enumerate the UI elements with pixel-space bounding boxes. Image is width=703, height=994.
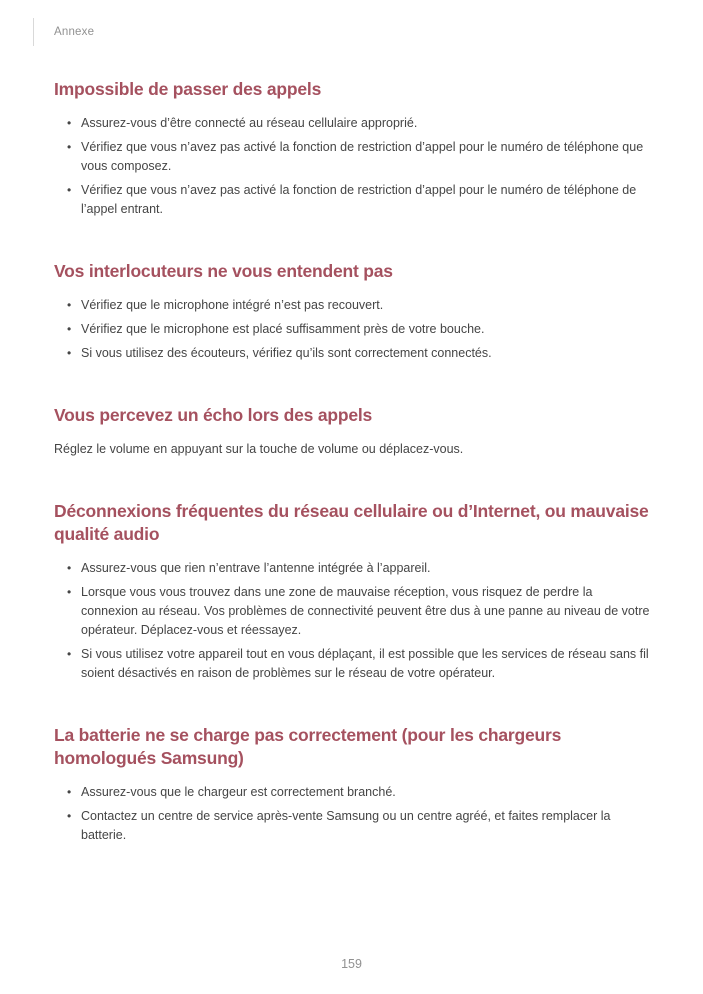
section-title: Vos interlocuteurs ne vous entendent pas (54, 261, 393, 281)
section-echo (54, 404, 652, 459)
header-edge-rule (33, 18, 34, 46)
page-number: 159 (341, 957, 362, 971)
list-item: • Vérifiez que le microphone intégré n’est pas recouvert. (54, 296, 652, 315)
section-calls-impossible (54, 78, 652, 219)
section-title: Vous percevez un écho lors des appels (54, 405, 373, 425)
bullet-list (54, 559, 652, 683)
list-item: • Vérifiez que vous n’avez pas activé la fonction de restriction d’appel pour le numéro de téléphone que vous composez. (54, 138, 652, 176)
list-item: • Vérifiez que le microphone est placé suffisamment près de votre bouche. (54, 320, 652, 339)
list-item: • Lorsque vous vous trouvez dans une zone de mauvaise réception, vous risquez de perdre la connexion au réseau. Vos problèmes de connectivité peuvent être dus à une panne au niveau de votre opérateur. Déplacez-vous et réessayez. (54, 583, 652, 640)
section-title: Impossible de passer des appels (54, 79, 322, 99)
list-item: • Vérifiez que vous n’avez pas activé la fonction de restriction d’appel pour le numéro de téléphone de l’appel entrant. (54, 181, 652, 219)
bullet-list (54, 296, 652, 363)
section-title: La batterie ne se charge pas correctement (pour les chargeurs homologués Samsung) (54, 725, 562, 768)
section-disconnections (54, 500, 652, 683)
list-item: • Assurez-vous d’être connecté au réseau cellulaire approprié. (54, 114, 652, 133)
section-title: Déconnexions fréquentes du réseau cellulaire ou d’Internet, ou mauvaise qualité audio (54, 501, 649, 544)
list-item: • Assurez-vous que rien n’entrave l’antenne intégrée à l’appareil. (54, 559, 652, 578)
list-item: • Assurez-vous que le chargeur est correctement branché. (54, 783, 652, 802)
list-item: • Contactez un centre de service après-vente Samsung ou un centre agréé, et faites remplacer la batterie. (54, 807, 652, 845)
list-item: • Si vous utilisez votre appareil tout en vous déplaçant, il est possible que les services de réseau sans fil soient désactivés en raison de problèmes sur le réseau de votre opérateur. (54, 645, 652, 683)
page-content (54, 78, 652, 850)
running-header: Annexe (54, 26, 95, 38)
section-battery-charge (54, 724, 652, 845)
section-not-heard (54, 260, 652, 363)
bullet-list (54, 114, 652, 219)
list-item: • Si vous utilisez des écouteurs, vérifiez qu’ils sont correctement connectés. (54, 344, 652, 363)
paragraph: Réglez le volume en appuyant sur la touche de volume ou déplacez-vous. (54, 442, 464, 456)
bullet-list (54, 783, 652, 845)
